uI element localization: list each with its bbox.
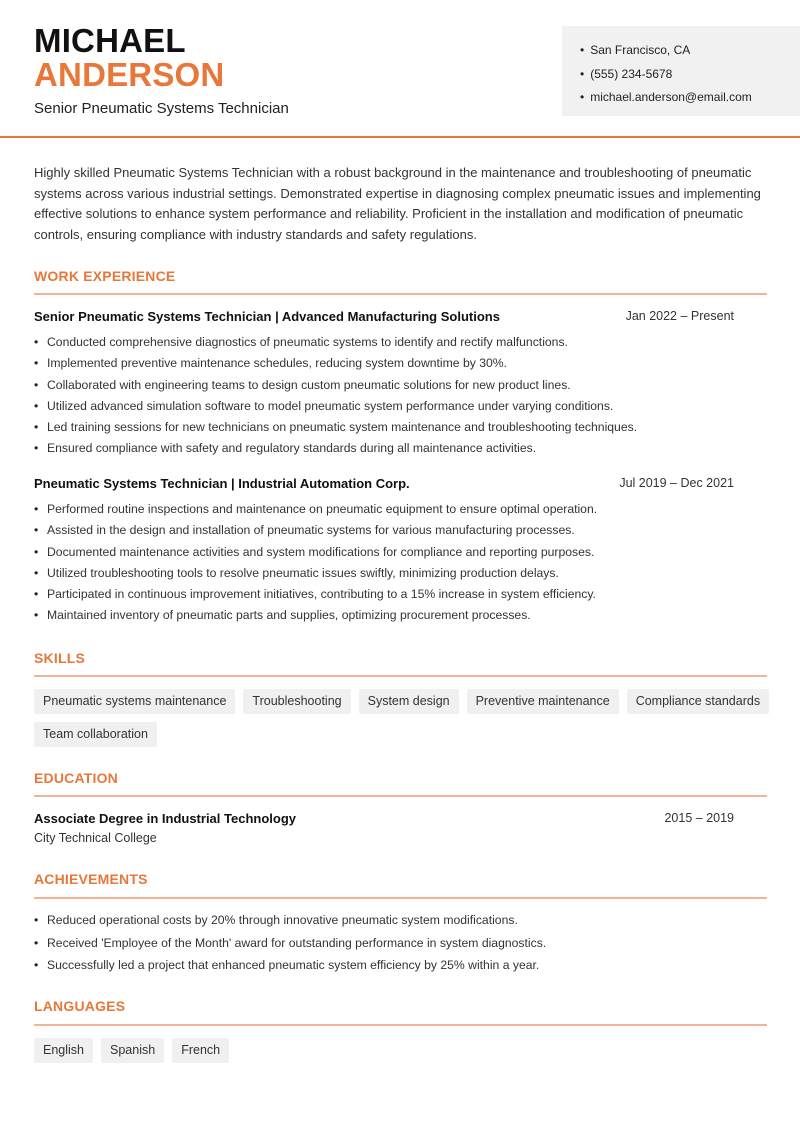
professional-summary: Highly skilled Pneumatic Systems Technician with a robust background in the maintenance and troubleshooting of pneumatic systems across various industrial settings. Demonstrated expertise in diagnosing complex pneumatic issues and implementing effective solutions to enhance system performance and reliability. Proficient in the installation and modification of pneumatic controls, ensuring compliance with industry standards and safety regulations. <box>34 165 761 243</box>
list-item: • Documented maintenance activities and system modifications for compliance and reporting purposes. <box>34 542 767 563</box>
skill-chip: Pneumatic systems maintenance <box>34 689 235 714</box>
education-dates: 2015 – 2019 <box>664 811 734 825</box>
list-item: • Implemented preventive maintenance schedules, reducing system downtime by 30%. <box>34 353 767 374</box>
contact-location: • San Francisco, CA <box>580 39 752 63</box>
skill-chip: System design <box>359 689 459 714</box>
list-item: • Successfully led a project that enhanced pneumatic system efficiency by 25% within a year. <box>34 954 767 977</box>
list-item: • Maintained inventory of pneumatic parts and supplies, optimizing procurement processes. <box>34 605 767 626</box>
job-entry-2-header <box>34 476 767 491</box>
contact-list <box>580 39 752 110</box>
contact-phone: • (555) 234-5678 <box>580 63 752 87</box>
degree-title: Associate Degree in Industrial Technology <box>34 811 296 826</box>
last-name: ANDERSON <box>34 56 225 93</box>
list-item: • Utilized troubleshooting tools to resolve pneumatic issues swiftly, minimizing production delays. <box>34 563 767 584</box>
list-item: • Reduced operational costs by 20% through innovative pneumatic system modifications. <box>34 909 767 932</box>
job-title: Senior Pneumatic Systems Technician <box>34 100 289 117</box>
skill-chip: Team collaboration <box>34 722 157 747</box>
list-item: • Collaborated with engineering teams to design custom pneumatic solutions for new product lines. <box>34 375 767 396</box>
skills-list <box>34 689 774 747</box>
skill-chip: Preventive maintenance <box>467 689 619 714</box>
achievements-list <box>34 909 767 977</box>
work-experience-heading: WORK EXPERIENCE <box>34 268 176 284</box>
section-divider <box>34 293 767 295</box>
languages-heading: LANGUAGES <box>34 998 126 1014</box>
section-divider <box>34 897 767 899</box>
list-item: • Received 'Employee of the Month' award for outstanding performance in system diagnostics. <box>34 932 767 955</box>
resume-header <box>0 0 800 138</box>
contact-box <box>562 26 800 116</box>
list-item: • Participated in continuous improvement initiatives, contributing to a 15% increase in system efficiency. <box>34 584 767 605</box>
skill-chip: Compliance standards <box>627 689 769 714</box>
skills-heading: SKILLS <box>34 650 85 666</box>
section-divider <box>34 675 767 677</box>
skill-chip: Troubleshooting <box>243 689 350 714</box>
section-divider <box>34 795 767 797</box>
job-2-dates: Jul 2019 – Dec 2021 <box>619 476 734 490</box>
list-item: • Assisted in the design and installation of pneumatic systems for various manufacturing processes. <box>34 520 767 541</box>
job-2-bullets <box>34 499 767 627</box>
school-name: City Technical College <box>34 831 157 845</box>
job-entry-1-header <box>34 309 767 324</box>
first-name: MICHAEL <box>34 22 186 59</box>
section-divider <box>34 1024 767 1026</box>
job-1-dates: Jan 2022 – Present <box>625 309 734 323</box>
achievements-heading: ACHIEVEMENTS <box>34 871 148 887</box>
language-chip: English <box>34 1038 93 1063</box>
list-item: • Utilized advanced simulation software to model pneumatic system performance under varying conditions. <box>34 396 767 417</box>
contact-email[interactable]: • michael.anderson@email.com <box>580 86 752 110</box>
list-item: • Led training sessions for new technicians on pneumatic system maintenance and troubleshooting techniques. <box>34 417 767 438</box>
languages-list <box>34 1038 774 1063</box>
list-item: • Ensured compliance with safety and regulatory standards during all maintenance activities. <box>34 438 767 459</box>
education-heading: EDUCATION <box>34 770 118 786</box>
language-chip: Spanish <box>101 1038 164 1063</box>
list-item: • Performed routine inspections and maintenance on pneumatic equipment to ensure optimal operation. <box>34 499 767 520</box>
job-1-bullets <box>34 332 767 460</box>
candidate-name <box>34 24 224 92</box>
education-entry-header <box>34 811 767 826</box>
job-2-title: Pneumatic Systems Technician | Industrial Automation Corp. <box>34 476 410 491</box>
job-1-title: Senior Pneumatic Systems Technician | Advanced Manufacturing Solutions <box>34 309 500 324</box>
list-item: • Conducted comprehensive diagnostics of pneumatic systems to identify and rectify malfunctions. <box>34 332 767 353</box>
language-chip: French <box>172 1038 229 1063</box>
